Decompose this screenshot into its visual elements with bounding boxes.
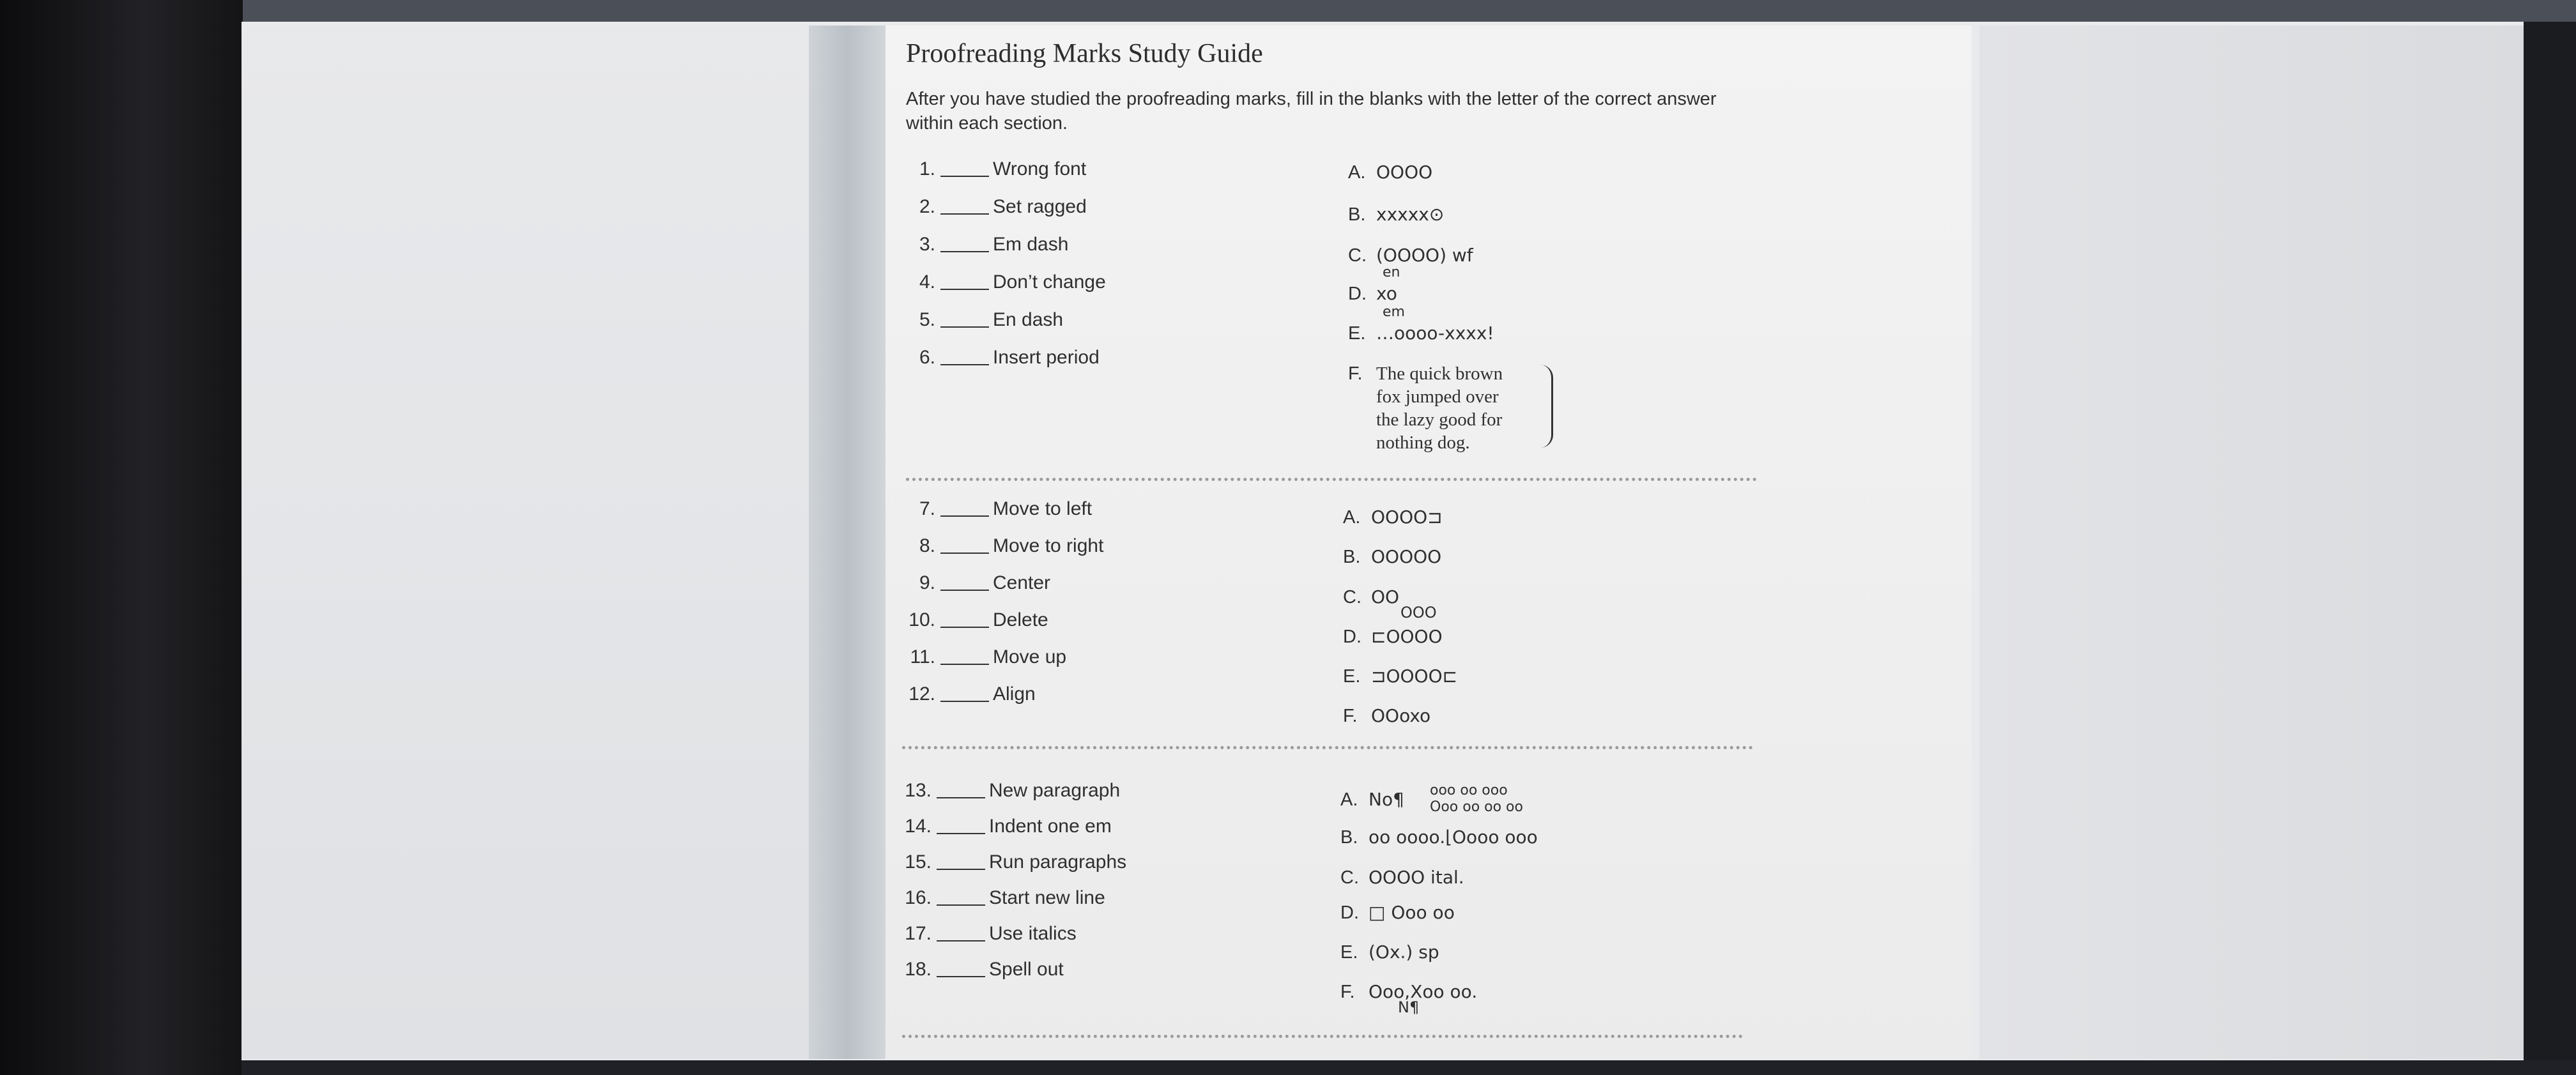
question-label: Spell out	[989, 959, 1064, 980]
section-divider	[906, 478, 1757, 481]
section-divider	[902, 1035, 1743, 1038]
question-number: 16.	[905, 887, 931, 908]
option-letter: F.	[1340, 982, 1355, 1002]
question-row	[893, 957, 1225, 982]
answer-option	[1343, 505, 1443, 530]
answer-option	[1343, 544, 1441, 570]
answer-blank[interactable]	[940, 176, 989, 177]
question-row	[897, 156, 1229, 182]
answer-blank[interactable]	[940, 627, 989, 628]
mark-annotation: N¶	[1398, 998, 1420, 1016]
question-number: 6.	[919, 347, 935, 368]
instructions: After you have studied the proofreading marks, fill in the blanks with the letter of the correct answer within each section.	[906, 89, 1717, 133]
answer-option	[1343, 584, 1399, 610]
answer-option	[1340, 825, 1538, 850]
answer-option	[1343, 624, 1443, 650]
question-number: 17.	[905, 923, 931, 944]
answer-blank[interactable]	[940, 251, 989, 252]
question-row	[897, 496, 1229, 522]
question-row	[897, 644, 1229, 670]
question-label: Run paragraphs	[989, 851, 1127, 873]
question-number: 4.	[919, 271, 935, 293]
question-label: Center	[993, 572, 1051, 593]
proofreading-mark: OOOO ital.	[1368, 867, 1464, 888]
question-row	[897, 533, 1229, 559]
ragged-text-line: nothing dog.	[1376, 432, 1470, 453]
question-number: 15.	[905, 851, 931, 873]
question-label: Start new line	[989, 887, 1105, 908]
option-letter: A.	[1343, 507, 1361, 528]
question-number: 1.	[919, 158, 935, 179]
option-letter: E.	[1343, 666, 1361, 687]
question-number: 18.	[905, 959, 931, 980]
question-number: 12.	[908, 683, 935, 705]
desk-background	[0, 0, 243, 1075]
option-letter: A.	[1340, 789, 1358, 810]
mark-annotation: em	[1383, 304, 1405, 320]
option-letter: A.	[1348, 162, 1366, 183]
answer-option	[1348, 160, 1432, 185]
section-divider	[902, 746, 1753, 749]
question-row	[897, 607, 1229, 633]
question-row	[897, 194, 1229, 220]
question-row	[897, 270, 1229, 295]
monitor-bottom-bezel	[241, 1060, 2576, 1075]
answer-blank[interactable]	[940, 364, 989, 365]
ragged-text-line: the lazy good for	[1376, 409, 1503, 430]
option-letter: D.	[1348, 284, 1367, 304]
answer-option	[1340, 900, 1455, 926]
answer-option	[1340, 865, 1464, 890]
question-row	[893, 778, 1225, 804]
question-label: Use italics	[989, 923, 1077, 944]
proofreading-mark: (Ox.) sp	[1368, 942, 1439, 963]
answer-option	[1348, 202, 1444, 227]
option-letter: C.	[1340, 867, 1359, 888]
proofreading-mark-extra: ooo oo ooo	[1430, 782, 1508, 798]
mark-annotation: en	[1383, 264, 1400, 280]
option-letter: D.	[1340, 903, 1359, 923]
question-row	[893, 814, 1225, 839]
question-number: 10.	[908, 609, 935, 630]
answer-blank[interactable]	[937, 976, 985, 977]
question-row	[893, 921, 1225, 947]
proofreading-mark: OOOO	[1376, 162, 1433, 183]
question-row	[897, 307, 1229, 333]
answer-option	[1340, 940, 1439, 965]
question-row	[893, 850, 1225, 875]
question-label: Set ragged	[993, 196, 1087, 217]
question-label: Move to right	[993, 535, 1104, 556]
answer-blank[interactable]	[940, 289, 989, 290]
option-letter: C.	[1348, 245, 1367, 266]
ragged-text-line: The quick brown	[1376, 363, 1503, 384]
proofreading-mark: (OOOO) wf	[1376, 245, 1473, 266]
question-label: Align	[993, 683, 1036, 705]
answer-option	[1348, 361, 1376, 386]
question-row	[897, 570, 1229, 596]
question-number: 9.	[919, 572, 935, 593]
option-letter: B.	[1348, 204, 1366, 225]
question-label: En dash	[993, 309, 1064, 330]
proofreading-mark: Ooo,Xoo oo.	[1368, 981, 1478, 1002]
question-number: 11.	[910, 646, 935, 667]
question-number: 2.	[919, 196, 935, 217]
page-title: Proofreading Marks Study Guide	[906, 39, 1263, 68]
question-label: Indent one em	[989, 816, 1112, 837]
book-gutter	[809, 26, 885, 1059]
answer-blank[interactable]	[937, 797, 985, 798]
question-row	[893, 885, 1225, 911]
proofreading-mark: oo oooo.⌊Oooo ooo	[1368, 827, 1538, 848]
question-label: Insert period	[993, 347, 1100, 368]
proofreading-mark: No¶	[1368, 789, 1404, 810]
question-row	[897, 345, 1229, 370]
answer-option	[1343, 664, 1457, 689]
answer-option	[1348, 281, 1397, 307]
proofreading-mark: xxxxx⊙	[1376, 204, 1445, 225]
proofreading-mark: OOOOO	[1371, 546, 1442, 567]
ragged-text-line: fox jumped over	[1376, 386, 1499, 407]
option-letter: E.	[1340, 942, 1358, 963]
brace-mark	[1540, 365, 1553, 448]
answer-blank[interactable]	[940, 701, 989, 702]
answer-option	[1340, 782, 1523, 815]
question-label: Delete	[993, 609, 1048, 630]
option-letter: E.	[1348, 323, 1366, 344]
proofreading-mark: …oooo-xxxx!	[1376, 323, 1494, 344]
mark-annotation: OOO	[1400, 604, 1437, 621]
proofreading-mark: ⊐OOOO⊏	[1371, 666, 1458, 687]
proofreading-mark-extra: Ooo oo oo oo	[1430, 799, 1523, 815]
option-letter: B.	[1340, 827, 1358, 848]
option-letter: F.	[1348, 363, 1363, 384]
answer-option	[1348, 321, 1494, 346]
question-label: Em dash	[993, 234, 1069, 255]
proofreading-mark: OO	[1371, 586, 1400, 607]
answer-blank[interactable]	[940, 553, 989, 554]
answer-option	[1343, 703, 1430, 729]
question-number: 3.	[919, 234, 935, 255]
answer-blank[interactable]	[940, 664, 989, 665]
question-number: 7.	[919, 498, 935, 519]
option-letter: D.	[1343, 627, 1361, 647]
option-letter: C.	[1343, 587, 1361, 607]
answer-blank[interactable]	[937, 869, 985, 870]
answer-blank[interactable]	[937, 833, 985, 834]
answer-blank[interactable]	[937, 904, 985, 906]
option-letter: B.	[1343, 547, 1361, 567]
proofreading-mark: □ Ooo oo	[1368, 902, 1455, 923]
left-page	[241, 26, 829, 1059]
answer-blank[interactable]	[940, 326, 989, 328]
question-label: Move to left	[993, 498, 1092, 519]
monitor-bezel	[243, 0, 2576, 22]
question-row	[897, 682, 1229, 707]
proofreading-mark: OOoxo	[1371, 705, 1431, 726]
answer-blank[interactable]	[940, 213, 989, 215]
question-label: Don’t change	[993, 271, 1106, 293]
question-number: 13.	[905, 780, 931, 801]
answer-blank[interactable]	[937, 940, 985, 942]
answer-blank[interactable]	[940, 590, 989, 591]
question-label: New paragraph	[989, 780, 1121, 801]
proofreading-mark: OOOO⊐	[1371, 507, 1443, 528]
question-number: 8.	[919, 535, 935, 556]
question-number: 14.	[905, 816, 931, 837]
question-label: Move up	[993, 646, 1067, 667]
ragged-text-example	[1376, 362, 1503, 454]
answer-option	[1348, 243, 1473, 268]
question-row	[897, 232, 1229, 257]
proofreading-mark: ⊏OOOO	[1371, 626, 1443, 647]
right-page	[1979, 26, 2524, 1059]
question-label: Wrong font	[993, 158, 1087, 179]
answer-blank[interactable]	[940, 515, 989, 517]
proofreading-mark: xo	[1376, 283, 1397, 304]
option-letter: F.	[1343, 706, 1358, 726]
question-number: 5.	[919, 309, 935, 330]
